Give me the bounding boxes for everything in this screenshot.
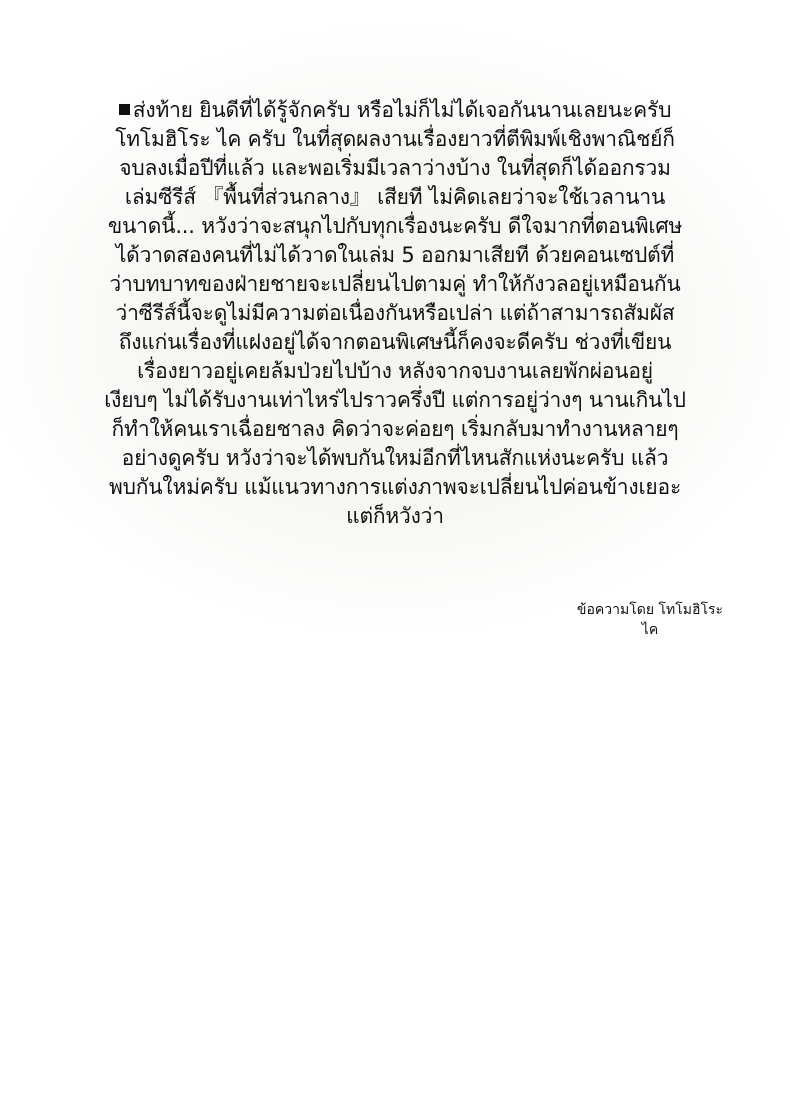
afterword-line-6: ได้วาดสองคนที่ไม่ได้วาดในเล่ม 5 ออกมาเสียที ด้วยคอนเซปต์ที่	[115, 243, 675, 267]
afterword-line-3: จบลงเมื่อปีที่แล้ว และพอเริ่มมีเวลาว่างบ้าง ในที่สุดก็ได้ออกรวม	[119, 156, 671, 180]
signature-line-1: ข้อความโดย โทโมฮิโระ	[576, 602, 724, 618]
afterword-line-9: ถึงแก่นเรื่องที่แฝงอยู่ได้จากตอนพิเศษนี้ก็คงจะดีครับ ช่วงที่เขียน	[118, 330, 672, 354]
afterword-line-1	[50, 96, 740, 125]
afterword-line-2: โทโมฮิโระ ไค ครับ ในที่สุดผลงานเรื่องยาวที่ตีพิมพ์เชิงพาณิชย์ก็	[115, 127, 675, 151]
afterword-text-block	[50, 96, 740, 531]
author-signature	[520, 600, 780, 640]
afterword-line-1-text: ส่งท้าย ยินดีที่ได้รู้จักครับ หรือไม่ก็ไม่ได้เจอกันนานเลยนะครับ	[132, 98, 672, 122]
afterword-line-5: ขนาดนี้... หวังว่าจะสนุกไปกับทุกเรื่องนะครับ ดีใจมากที่ตอนพิเศษ	[107, 214, 683, 238]
afterword-line-4: เล่มซีรีส์ 『พื้นที่ส่วนกลาง』 เสียที ไม่คิดเลยว่าจะใช้เวลานาน	[124, 185, 666, 209]
afterword-line-8: ว่าซีรีส์นี้จะดูไม่มีความต่อเนื่องกันหรือเปล่า แต่ถ้าสามารถสัมผัส	[115, 301, 675, 325]
afterword-line-7: ว่าบทบาทของฝ่ายชายจะเปลี่ยนไปตามคู่ ทำให้กังวลอยู่เหมือนกัน	[109, 272, 681, 296]
afterword-line-12: ก็ทำให้คนเราเฉื่อยชาลง คิดว่าจะค่อยๆ เริ่มกลับมาทำงานหลายๆ	[111, 417, 679, 441]
afterword-line-15: แต่ก็หวังว่า	[346, 504, 444, 528]
signature-line-2: ไค	[641, 622, 659, 638]
afterword-line-11: เงียบๆ ไม่ได้รับงานเท่าไหร่ไปราวครึ่งปี แต่การอยู่ว่างๆ นานเกินไป	[104, 388, 686, 412]
afterword-line-14: พบกันใหม่ครับ แม้แนวทางการแต่งภาพจะเปลี่ยนไปค่อนข้างเยอะ	[108, 475, 682, 499]
black-square-bullet-icon	[119, 104, 130, 115]
afterword-line-13: อย่างดูครับ หวังว่าจะได้พบกันใหม่อีกที่ไหนสักแห่งนะครับ แล้ว	[121, 446, 669, 470]
afterword-line-10: เรื่องยาวอยู่เคยล้มป่วยไปบ้าง หลังจากจบงานเลยพักผ่อนอยู่	[137, 359, 653, 383]
